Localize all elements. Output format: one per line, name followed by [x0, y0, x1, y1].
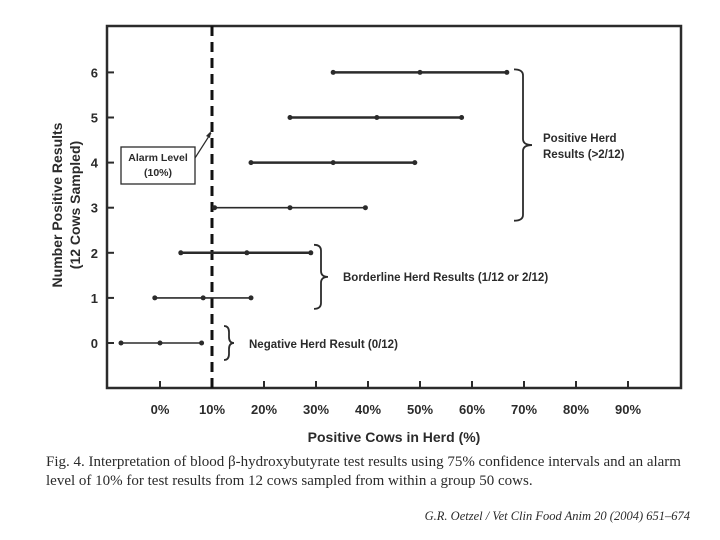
x-tick-label: 10%	[198, 402, 226, 417]
interval-endpoint	[119, 341, 124, 346]
interval-endpoint	[178, 250, 183, 255]
interval-endpoint	[412, 160, 417, 165]
interval-point	[201, 295, 206, 300]
y-tick-label: 3	[90, 200, 98, 216]
x-tick-label: 0%	[150, 402, 170, 417]
interval-point	[288, 205, 293, 210]
interval-endpoint	[459, 115, 464, 120]
x-tick-label: 30%	[302, 402, 330, 417]
x-tick-label: 60%	[458, 402, 486, 417]
interval-point	[418, 70, 423, 75]
x-tick-label: 80%	[562, 402, 590, 417]
x-tick-label: 70%	[510, 402, 538, 417]
figure-caption: Fig. 4. Interpretation of blood β-hydroxybutyrate test results using 75% confidence intervals and an alarm level of 10% for test results from 12 cows sampled from within a group 50 cows.	[46, 454, 681, 489]
interval-point	[374, 115, 379, 120]
interval-endpoint	[212, 205, 217, 210]
y-tick-label: 0	[90, 336, 98, 351]
alarm-label-text: Alarm Level	[128, 152, 188, 164]
interval-endpoint	[249, 295, 254, 300]
group-label-positive: Positive Herd	[543, 133, 617, 146]
group-label-negative: Negative Herd Result (0/12)	[249, 339, 398, 351]
interval-endpoint	[199, 341, 204, 346]
interval-endpoint	[308, 250, 313, 255]
interval-point	[331, 160, 336, 165]
plot-frame	[107, 26, 681, 388]
y-tick-label: 4	[90, 155, 98, 171]
x-tick-label: 20%	[250, 402, 278, 417]
interval-endpoint	[363, 205, 368, 210]
x-tick-label: 40%	[354, 402, 382, 417]
y-axis-label: (12 Cows Sampled)	[67, 140, 83, 270]
interval-endpoint	[152, 295, 157, 300]
interval-endpoint	[504, 70, 509, 75]
brace-borderline	[314, 245, 328, 309]
x-tick-label: 50%	[406, 402, 434, 417]
y-axis-label: Number Positive Results	[49, 122, 65, 288]
interval-endpoint	[331, 70, 336, 75]
x-axis-label: Positive Cows in Herd (%)	[307, 429, 481, 445]
interval-point	[244, 250, 249, 255]
alarm-label-text: (10%)	[143, 167, 173, 179]
group-label-positive: Results (>2/12)	[543, 149, 625, 162]
interval-endpoint	[288, 115, 293, 120]
y-tick-label: 6	[90, 65, 98, 81]
interval-point	[158, 341, 163, 346]
group-label-borderline: Borderline Herd Results (1/12 or 2/12)	[343, 271, 549, 284]
alarm-pointer-arrowhead	[206, 131, 211, 138]
interval-endpoint	[249, 160, 254, 165]
x-tick-label: 90%	[614, 402, 642, 417]
y-tick-label: 2	[90, 245, 98, 261]
brace-positive	[514, 69, 532, 220]
y-tick-label: 5	[90, 110, 98, 126]
y-tick-label: 1	[90, 290, 98, 306]
citation: G.R. Oetzel / Vet Clin Food Anim 20 (2004) 651–674	[424, 509, 690, 523]
brace-negative	[224, 326, 234, 360]
